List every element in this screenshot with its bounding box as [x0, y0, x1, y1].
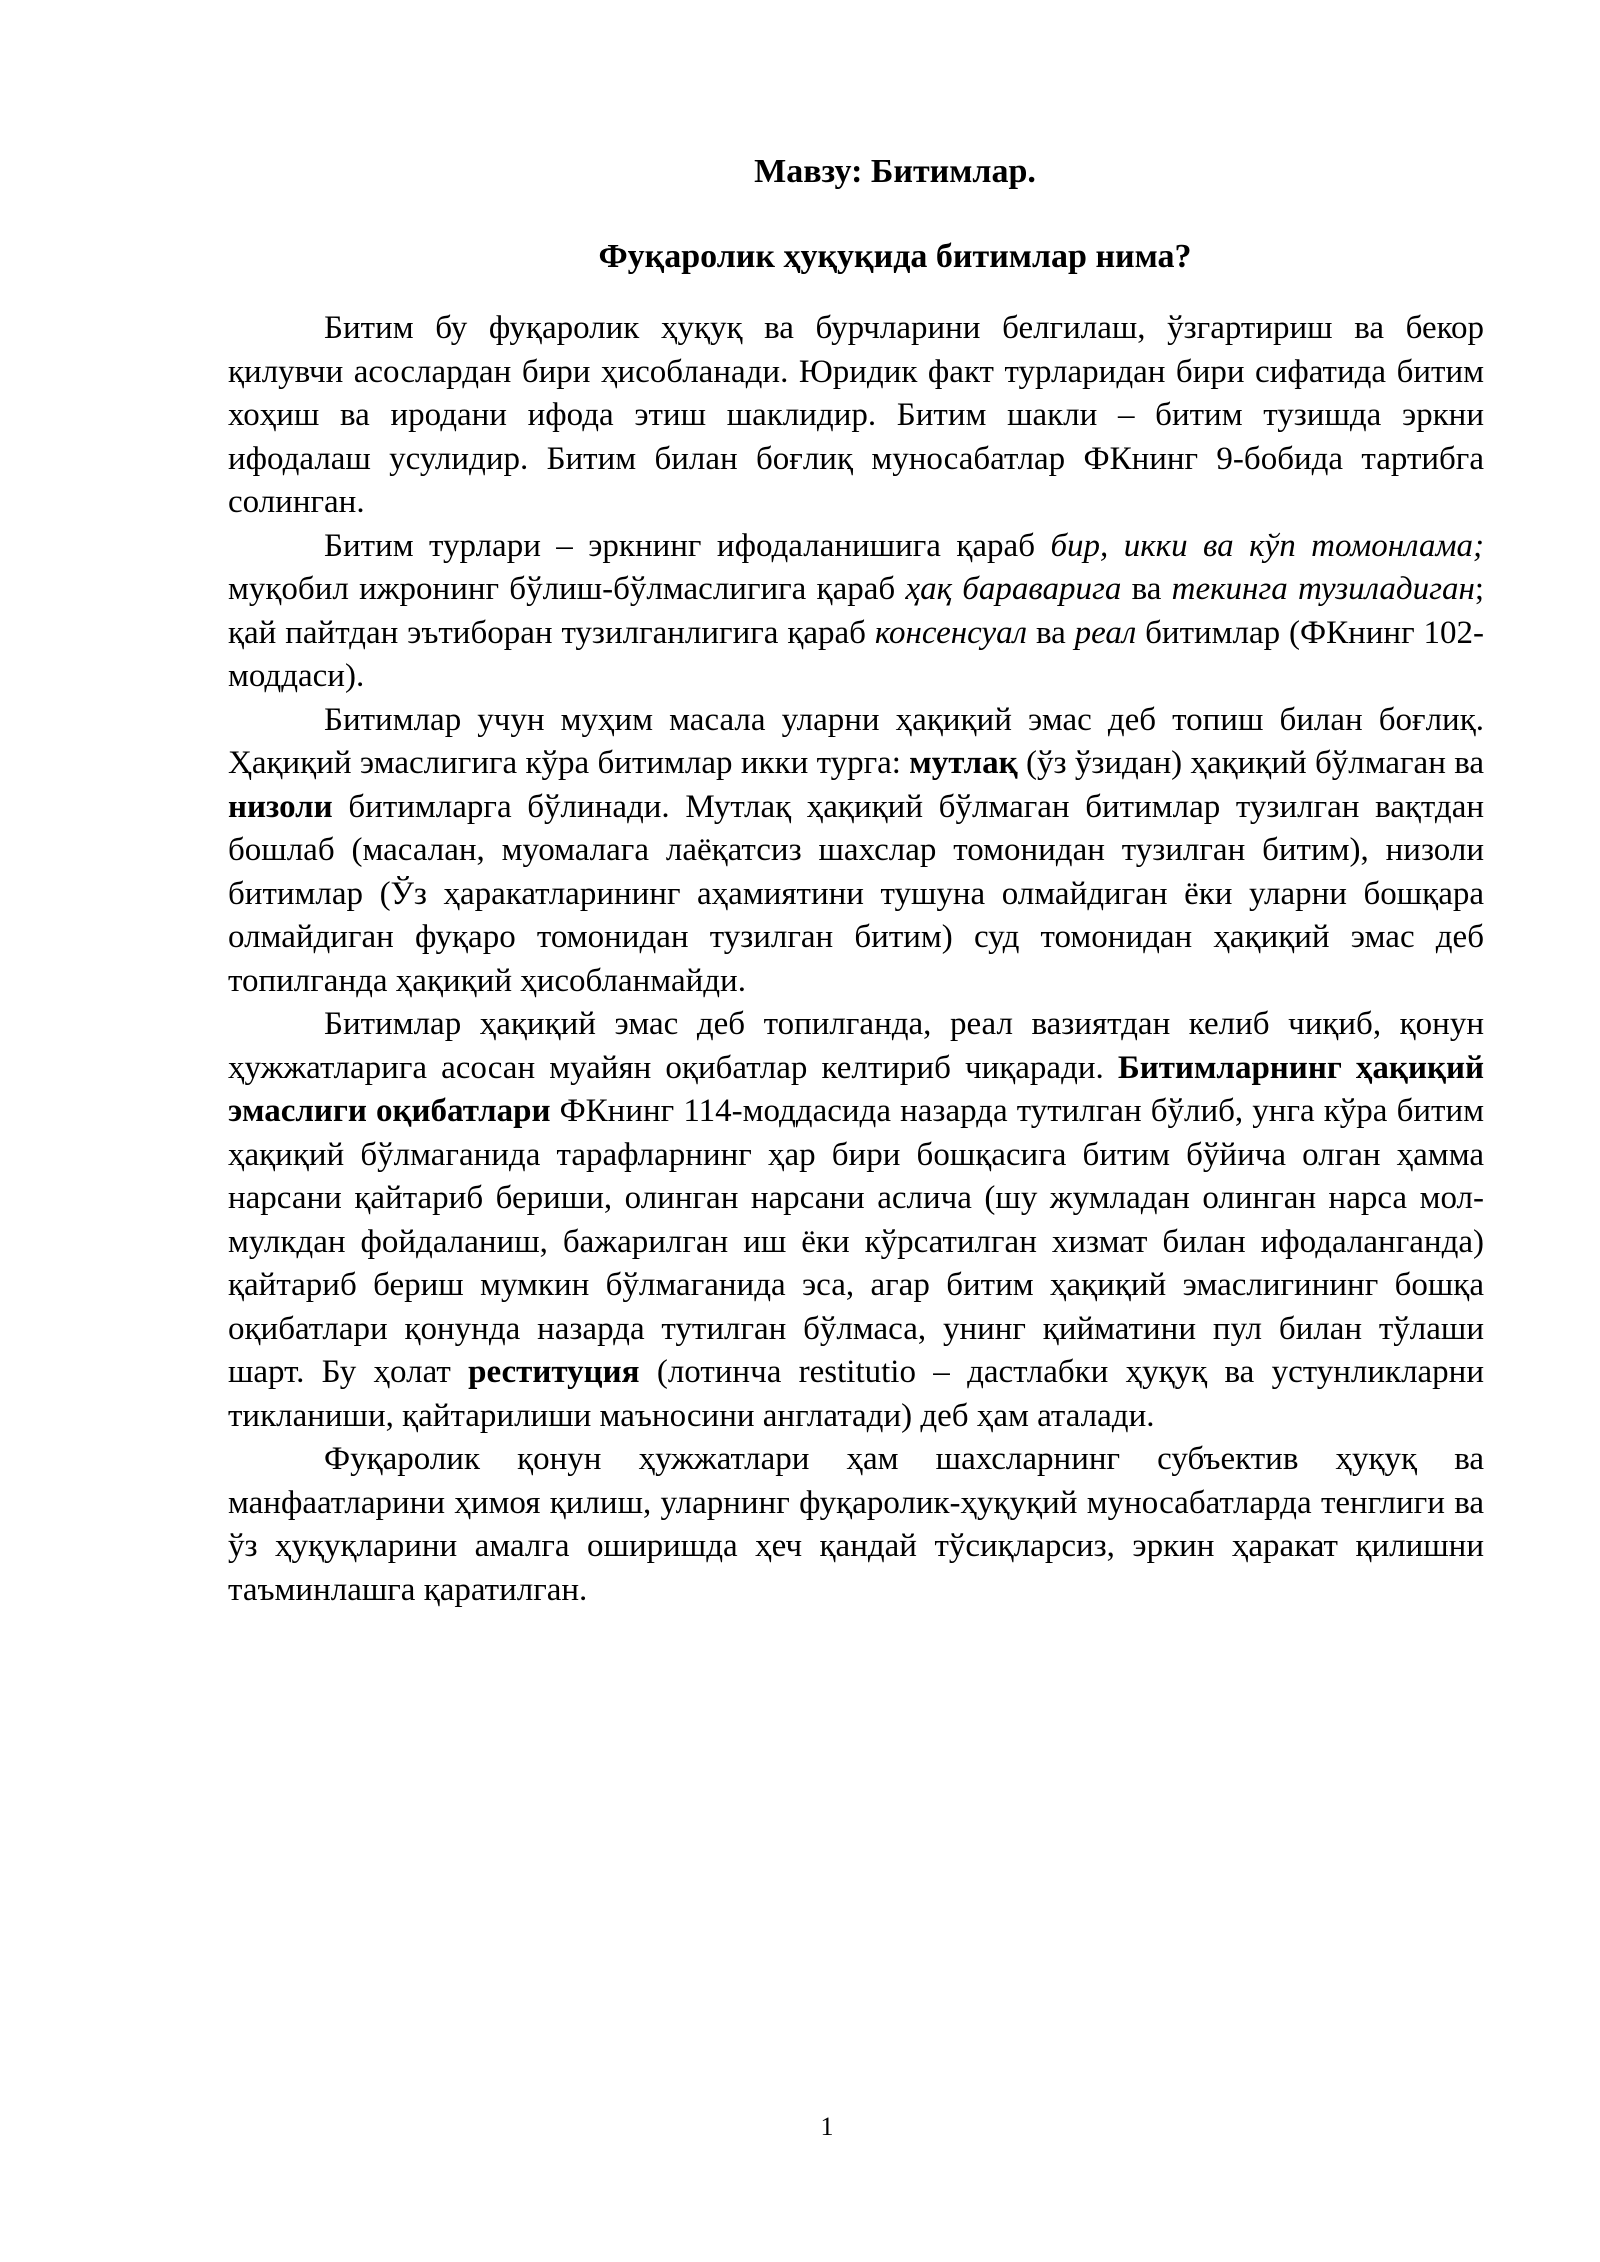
paragraph-2-italic: консенсуал [874, 614, 1028, 651]
paragraph-4-text: ФКнинг 114-моддасида назарда тутилган бўлиб, унга кўра битим ҳақиқий бўлмаганида тарафларнинг ҳар бири бошқасига битим бўйича олган ҳамма нарсани қайтариб бериши, олинган нарсани аслича (шу жумладан олинган нарса мол-мулкдан фойдаланиш, бажарилган иш ёки кўрсатилган хизмат билан ифодаланганда) қайтариб бериш мумкин бўлмаганида эса, агар битим ҳақиқий эмаслигининг бошқа оқибатлари қонунда назарда тутилган бўлмаса, унинг қийматини пул билан тўлаши шарт. Бу ҳолат [228, 1093, 1484, 1390]
paragraph-3-bold: мутлақ [909, 745, 1018, 781]
document-body [228, 150, 1484, 1612]
paragraph-4 [228, 1003, 1484, 1438]
paragraph-4-bold: Битимларнинг ҳақиқий эмаслиги оқибатлари [228, 1049, 1484, 1129]
paragraph-3-text: Битимлар учун муҳим масала уларни ҳақиқий эмас деб топиш билан боғлиқ. Ҳақиқий эмаслигига кўра битимлар икки турга: [228, 701, 1484, 781]
document-subtitle: Фуқаролик ҳуқуқида битимлар нима? [598, 238, 1192, 275]
paragraph-2-text: ва [1121, 571, 1172, 607]
paragraph-2-italic: текинга тузиладиган [1171, 571, 1475, 607]
paragraph-2-text: Битим турлари – эркнинг ифодаланишига қараб [324, 527, 1051, 564]
paragraph-2-italic: реал [1074, 614, 1137, 651]
paragraph-5: Фуқаролик қонун ҳужжатлари ҳам шахсларнинг субъектив ҳуқуқ ва манфаатларини ҳимоя қилиш, уларнинг фуқаролик-ҳуқуқий муносабатларда тенглиги ва ўз ҳуқуқларини амалга оширишда ҳеч қандай тўсиқларсиз, эркин ҳаракат қилишни таъминлашга қаратилган. [228, 1441, 1484, 1608]
paragraph-2-text: ва [1027, 614, 1075, 651]
paragraph-3-bold: низоли [228, 788, 333, 825]
paragraph-2 [228, 525, 1484, 699]
paragraph-3 [228, 699, 1484, 1004]
paragraph-2-text: муқобил ижронинг бўлиш-бўлмаслигига қараб [228, 571, 906, 607]
paragraph-2-text: ; қай пайтдан эътиборан тузилганлигига қараб [228, 571, 1485, 651]
paragraph-2-italic: бир, икки ва кўп томонлама; [1050, 527, 1484, 564]
paragraph-3-text: битимларга бўлинади. Мутлақ ҳақиқий бўлмаган битимлар тузилган вақтдан бошлаб (масалан, муомалага лаёқатсиз шахслар томонидан тузилган битим), низоли битимлар (Ўз ҳаракатларининг аҳамиятини тушуна олмайдиган ёки уларни бошқара олмайдиган фуқаро томонидан тузилган битим) суд томонидан ҳақиқий эмас деб топилганда ҳақиқий ҳисобланмайди. [228, 788, 1484, 999]
paragraph-3-text: (ўз ўзидан) ҳақиқий бўлмаган ва [1017, 745, 1484, 781]
paragraph-2-italic: ҳақ бараварига [905, 571, 1122, 607]
page-number: 1 [820, 2112, 834, 2141]
paragraph-1: Битим бу фуқаролик ҳуқуқ ва бурчларини белгилаш, ўзгартириш ва бекор қилувчи асослардан бири ҳисобланади. Юридик факт турларидан бири сифатида битим хоҳиш ва иродани ифода этиш шаклидир. Битим шакли – битим тузишда эркни ифодалаш усулидир. Битим билан боғлиқ муносабатлар ФКнинг 9-бобида тартибга солинган. [228, 310, 1484, 520]
paragraph-4-text: Битимлар ҳақиқий эмас деб топилганда, реал вазиятдан келиб чиқиб, қонун ҳужжатларига асосан муайян оқибатлар келтириб чиқаради. [228, 1006, 1484, 1086]
document-title: Мавзу: Битимлар. [754, 153, 1036, 190]
paragraph-4-bold: реституция [468, 1354, 640, 1390]
paragraph-2-text: битимлар (ФКнинг 102-моддаси). [228, 614, 1484, 694]
paragraph-4-text: (лотинча restitutio – дастлабки ҳуқуқ ва устунликларни тикланиши, қайтарилиши маъносини англатади) деб ҳам аталади. [228, 1354, 1484, 1434]
